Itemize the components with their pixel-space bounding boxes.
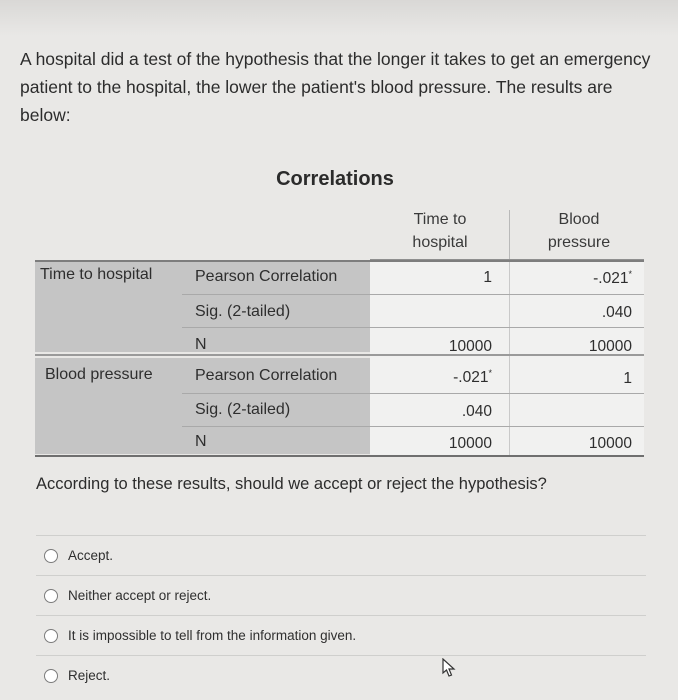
option-reject[interactable] — [36, 655, 646, 695]
significance-mark: * — [628, 269, 632, 279]
cell-n-time-bp: 10000 — [588, 338, 632, 355]
stat-label-n: N — [195, 433, 207, 450]
table-top-rule — [35, 260, 644, 262]
column-header-blood-pressure — [532, 208, 626, 254]
row-rule — [182, 393, 644, 394]
table-bottom-rule — [35, 455, 644, 457]
answer-options — [36, 535, 646, 695]
radio-button[interactable] — [44, 669, 58, 683]
stat-label-n: N — [195, 336, 207, 353]
question-prompt: According to these results, should we accept or reject the hypothesis? — [36, 475, 547, 493]
question-text: A hospital did a test of the hypothesis that the longer it takes to get an emergency patient to the hospital, the lower the patient's blood pressure. The results are below: — [20, 49, 651, 125]
stat-label-sig: Sig. (2-tailed) — [195, 401, 291, 418]
stat-label-sig: Sig. (2-tailed) — [195, 303, 291, 320]
cell-n-bp-time: 10000 — [448, 435, 492, 452]
option-label: It is impossible to tell from the information given. — [68, 628, 357, 643]
column-header-time-to-hospital — [396, 208, 484, 254]
cell-sig-time-bp: .040 — [601, 304, 632, 321]
option-impossible-to-tell[interactable] — [36, 615, 646, 655]
table-title: Correlations — [276, 168, 394, 190]
option-label: Neither accept or reject. — [68, 588, 212, 603]
cell-sig-bp-time: .040 — [461, 403, 492, 420]
row-rule — [182, 426, 644, 427]
row-label-blood-pressure: Blood pressure — [45, 366, 153, 383]
column-header-time-line1: Time to — [413, 211, 467, 228]
row-rule — [182, 327, 644, 328]
cell-value: -.021 — [453, 369, 489, 386]
radio-button[interactable] — [44, 629, 58, 643]
cell-n-time-time: 10000 — [448, 338, 492, 355]
column-header-time-line2: hospital — [412, 234, 468, 251]
header-divider — [509, 210, 510, 260]
radio-button[interactable] — [44, 589, 58, 603]
mouse-cursor-icon — [440, 658, 458, 678]
radio-button[interactable] — [44, 549, 58, 563]
option-label: Reject. — [68, 668, 111, 683]
stat-label-pearson: Pearson Correlation — [195, 268, 338, 285]
page-top-band — [0, 0, 678, 36]
cell-value: -.021 — [593, 270, 629, 287]
option-neither[interactable] — [36, 575, 646, 615]
cell-pearson-time-time: 1 — [483, 269, 492, 286]
cell-pearson-time-bp — [530, 269, 632, 288]
column-header-bp-line2: pressure — [547, 234, 611, 251]
cell-pearson-bp-bp: 1 — [623, 370, 632, 387]
cell-n-bp-bp: 10000 — [588, 435, 632, 452]
row-rule — [182, 294, 644, 295]
option-accept[interactable] — [36, 535, 646, 575]
row-label-time-to-hospital: Time to hospital — [40, 266, 153, 283]
stat-label-pearson: Pearson Correlation — [195, 367, 338, 384]
significance-mark: * — [488, 368, 492, 378]
option-label: Accept. — [68, 548, 114, 563]
cell-pearson-bp-time — [400, 368, 492, 387]
column-header-bp-line1: Blood — [558, 211, 600, 228]
